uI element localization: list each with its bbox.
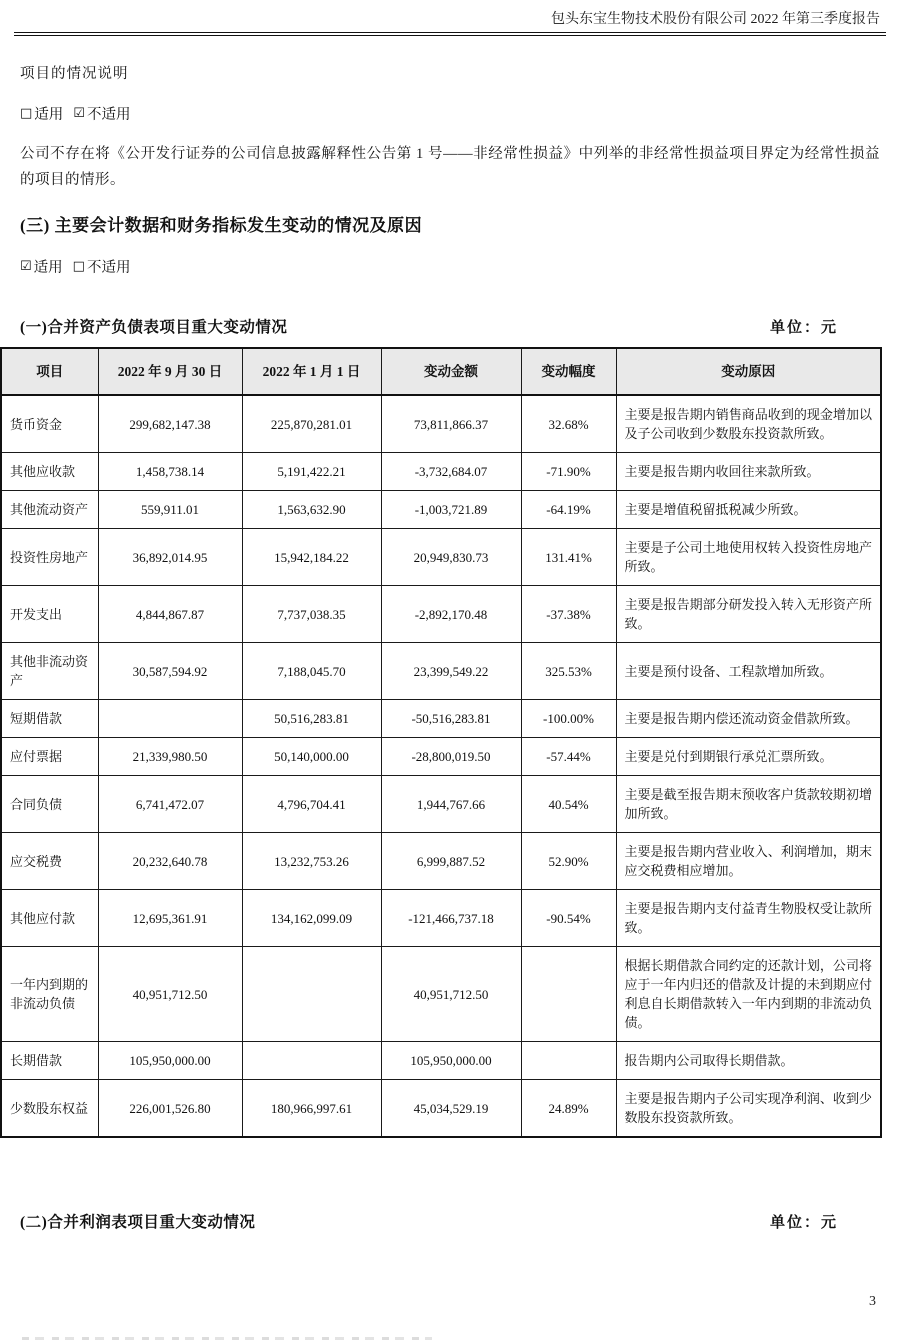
item-cell: 其他应收款: [1, 453, 98, 491]
applicability-option-not-applicable: [73, 103, 130, 124]
applicability-line-1: [20, 103, 880, 124]
applicability-label: 适用: [34, 107, 64, 123]
change-reason-cell: 主要是报告期部分研发投入转入无形资产所致。: [616, 586, 881, 643]
table-row: [1, 1042, 881, 1080]
applicability-option-applicable: [20, 256, 63, 277]
column-header-3: 变动金额: [381, 348, 521, 395]
applicability-line-2: [20, 256, 880, 277]
change-amount-cell: -2,892,170.48: [381, 586, 521, 643]
change-pct-cell: -100.00%: [521, 700, 616, 738]
change-pct-cell: -57.44%: [521, 738, 616, 776]
change-amount-cell: 45,034,529.19: [381, 1080, 521, 1138]
table-row: [1, 776, 881, 833]
change-amount-cell: -50,516,283.81: [381, 700, 521, 738]
table-row: [1, 947, 881, 1042]
item-cell: 应交税费: [1, 833, 98, 890]
jan1-value-cell: 225,870,281.01: [242, 395, 381, 453]
item-cell: 货币资金: [1, 395, 98, 453]
sep30-value-cell: 20,232,640.78: [98, 833, 242, 890]
table-row: [1, 1080, 881, 1138]
balance-sheet-section-header: [20, 315, 880, 337]
jan1-value-cell: 13,232,753.26: [242, 833, 381, 890]
report-title: 包头东宝生物技术股份有限公司 2022 年第三季度报告: [551, 12, 880, 27]
jan1-value-cell: [242, 1042, 381, 1080]
table-row: [1, 586, 881, 643]
jan1-value-cell: 50,516,283.81: [242, 700, 381, 738]
item-cell: 开发支出: [1, 586, 98, 643]
checkbox-unchecked-icon: □: [20, 106, 33, 121]
change-amount-cell: -28,800,019.50: [381, 738, 521, 776]
change-reason-cell: 主要是兑付到期银行承兑汇票所致。: [616, 738, 881, 776]
change-reason-cell: 主要是报告期内支付益青生物股权受让款所致。: [616, 890, 881, 947]
table-row: [1, 453, 881, 491]
item-cell: 少数股东权益: [1, 1080, 98, 1138]
item-cell: 其他应付款: [1, 890, 98, 947]
item-cell: 短期借款: [1, 700, 98, 738]
change-amount-cell: 1,944,767.66: [381, 776, 521, 833]
change-pct-cell: 24.89%: [521, 1080, 616, 1138]
change-reason-cell: 主要是截至报告期末预收客户货款较期初增加所致。: [616, 776, 881, 833]
column-header-4: 变动幅度: [521, 348, 616, 395]
change-pct-cell: 325.53%: [521, 643, 616, 700]
change-pct-cell: 40.54%: [521, 776, 616, 833]
change-amount-cell: -121,466,737.18: [381, 890, 521, 947]
jan1-value-cell: 50,140,000.00: [242, 738, 381, 776]
jan1-value-cell: 180,966,997.61: [242, 1080, 381, 1138]
table-row: [1, 395, 881, 453]
jan1-value-cell: 7,737,038.35: [242, 586, 381, 643]
change-amount-cell: -1,003,721.89: [381, 491, 521, 529]
balance-sheet-header-row: [1, 348, 881, 395]
change-amount-cell: 23,399,549.22: [381, 643, 521, 700]
item-cell: 投资性房地产: [1, 529, 98, 586]
change-reason-cell: 报告期内公司取得长期借款。: [616, 1042, 881, 1080]
unit-label: 单位：元: [769, 320, 838, 336]
applicability-label: 适用: [33, 260, 63, 276]
balance-sheet-section-title: (一)合并资产负债表项目重大变动情况: [20, 319, 288, 336]
change-pct-cell: -71.90%: [521, 453, 616, 491]
sep30-value-cell: 6,741,472.07: [98, 776, 242, 833]
income-statement-section-title: (二)合并利润表项目重大变动情况: [20, 1214, 256, 1231]
table-row: [1, 833, 881, 890]
unit-label: 单位：元: [769, 1215, 838, 1231]
checkbox-unchecked-icon: □: [72, 259, 85, 274]
applicability-label: 不适用: [86, 107, 131, 123]
item-cell: 一年内到期的非流动负债: [1, 947, 98, 1042]
note-title: 项目的情况说明: [20, 66, 129, 82]
jan1-value-cell: 15,942,184.22: [242, 529, 381, 586]
jan1-value-cell: 1,563,632.90: [242, 491, 381, 529]
applicability-label: 不适用: [86, 260, 131, 276]
change-reason-cell: 根据长期借款合同约定的还款计划，公司将应于一年内归还的借款及计提的未到期应付利息自长期借款转入一年内到期的非流动负债。: [616, 947, 881, 1042]
change-reason-cell: 主要是预付设备、工程款增加所致。: [616, 643, 881, 700]
table-row: [1, 738, 881, 776]
jan1-value-cell: 4,796,704.41: [242, 776, 381, 833]
change-pct-cell: -64.19%: [521, 491, 616, 529]
change-amount-cell: 105,950,000.00: [381, 1042, 521, 1080]
sep30-value-cell: 299,682,147.38: [98, 395, 242, 453]
change-pct-cell: -37.38%: [521, 586, 616, 643]
sep30-value-cell: 105,950,000.00: [98, 1042, 242, 1080]
sep30-value-cell: 559,911.01: [98, 491, 242, 529]
change-reason-cell: 主要是报告期内销售商品收到的现金增加以及子公司收到少数股东投资款所致。: [616, 395, 881, 453]
page-number: 3: [869, 1294, 876, 1309]
table-row: [1, 643, 881, 700]
change-reason-cell: 主要是报告期内营业收入、利润增加，期末应交税费相应增加。: [616, 833, 881, 890]
change-amount-cell: 6,999,887.52: [381, 833, 521, 890]
table-row: [1, 700, 881, 738]
balance-sheet-table-wrap: [10, 347, 890, 1138]
change-reason-cell: 主要是报告期内收回往来款所致。: [616, 453, 881, 491]
item-cell: 其他非流动资产: [1, 643, 98, 700]
change-amount-cell: 40,951,712.50: [381, 947, 521, 1042]
checkbox-checked-icon: ☑: [20, 259, 32, 274]
sep30-value-cell: 12,695,361.91: [98, 890, 242, 947]
sep30-value-cell: 21,339,980.50: [98, 738, 242, 776]
sep30-value-cell: 36,892,014.95: [98, 529, 242, 586]
column-header-0: 项目: [1, 348, 98, 395]
change-amount-cell: 73,811,866.37: [381, 395, 521, 453]
change-reason-cell: 主要是子公司土地使用权转入投资性房地产所致。: [616, 529, 881, 586]
change-pct-cell: 32.68%: [521, 395, 616, 453]
jan1-value-cell: [242, 947, 381, 1042]
balance-sheet-tbody: [1, 395, 881, 1137]
change-reason-cell: 主要是增值税留抵税减少所致。: [616, 491, 881, 529]
income-statement-section-header: [20, 1210, 880, 1232]
item-cell: 应付票据: [1, 738, 98, 776]
sep30-value-cell: 4,844,867.87: [98, 586, 242, 643]
jan1-value-cell: 134,162,099.09: [242, 890, 381, 947]
page-content: [0, 62, 900, 1138]
sep30-value-cell: 40,951,712.50: [98, 947, 242, 1042]
item-cell: 其他流动资产: [1, 491, 98, 529]
change-reason-cell: 主要是报告期内偿还流动资金借款所致。: [616, 700, 881, 738]
applicability-option-not-applicable: [73, 256, 131, 277]
change-pct-cell: 131.41%: [521, 529, 616, 586]
sep30-value-cell: 226,001,526.80: [98, 1080, 242, 1138]
balance-sheet-table: [0, 347, 882, 1138]
table-row: [1, 890, 881, 947]
running-header: [0, 0, 900, 28]
change-pct-cell: [521, 1042, 616, 1080]
sep30-value-cell: 30,587,594.92: [98, 643, 242, 700]
column-header-5: 变动原因: [616, 348, 881, 395]
table-row: [1, 491, 881, 529]
sep30-value-cell: 1,458,738.14: [98, 453, 242, 491]
change-pct-cell: -90.54%: [521, 890, 616, 947]
column-header-2: 2022 年 1 月 1 日: [242, 348, 381, 395]
jan1-value-cell: 5,191,422.21: [242, 453, 381, 491]
column-header-1: 2022 年 9 月 30 日: [98, 348, 242, 395]
header-double-rule: [14, 32, 886, 36]
change-reason-cell: 主要是报告期内子公司实现净利润、收到少数股东投资款所致。: [616, 1080, 881, 1138]
change-amount-cell: 20,949,830.73: [381, 529, 521, 586]
sep30-value-cell: [98, 700, 242, 738]
section-heading: (三) 主要会计数据和财务指标发生变动的情况及原因: [20, 216, 423, 235]
item-cell: 合同负债: [1, 776, 98, 833]
intro-paragraph: 公司不存在将《公开发行证券的公司信息披露解释性公告第 1 号——非经常性损益》中列举的非经常性损益项目界定为经常性损益的项目的情形。: [20, 146, 880, 188]
change-pct-cell: 52.90%: [521, 833, 616, 890]
table-row: [1, 529, 881, 586]
item-cell: 长期借款: [1, 1042, 98, 1080]
applicability-option-applicable: [20, 103, 63, 124]
jan1-value-cell: 7,188,045.70: [242, 643, 381, 700]
checkbox-checked-icon: ☑: [73, 106, 85, 121]
change-amount-cell: -3,732,684.07: [381, 453, 521, 491]
change-pct-cell: [521, 947, 616, 1042]
